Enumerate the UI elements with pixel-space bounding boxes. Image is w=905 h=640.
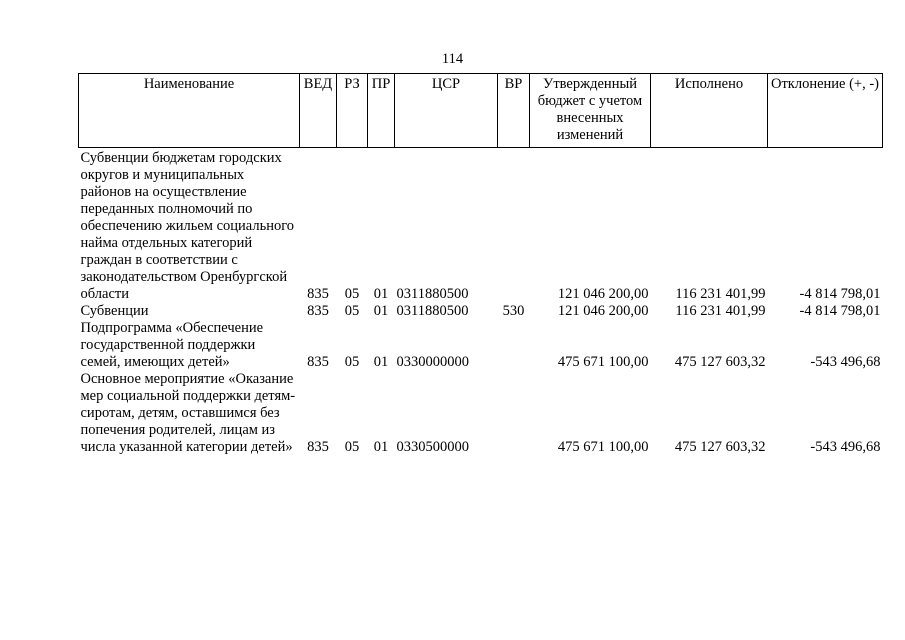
row-deviation: -4 814 798,01 (799, 303, 881, 319)
header-ved: ВЕД (300, 74, 337, 148)
header-deviation: Отклонение (+, -) (768, 74, 883, 148)
row-csr: 0330500000 (396, 439, 469, 455)
row-approved: 475 671 100,00 (557, 354, 649, 370)
row-csr: 0330000000 (396, 354, 469, 370)
header-row (79, 74, 883, 148)
header-vr: ВР (498, 74, 530, 148)
header-approved: Утвержденный бюджет с учетом внесенных изменений (530, 74, 651, 148)
row-rz: 05 (344, 439, 360, 455)
row-ved: 835 (307, 354, 329, 370)
header-rz: РЗ (337, 74, 368, 148)
table-row (79, 303, 883, 320)
row-pr: 01 (373, 303, 389, 319)
row-pr: 01 (373, 354, 389, 370)
row-deviation: -4 814 798,01 (799, 286, 881, 302)
table-row (79, 150, 883, 303)
row-executed: 475 127 603,32 (674, 439, 766, 455)
row-approved: 121 046 200,00 (557, 286, 649, 302)
page-number: 114 (441, 51, 464, 67)
row-approved: 121 046 200,00 (557, 303, 649, 319)
row-executed: 116 231 401,99 (675, 286, 766, 302)
row-name: Субвенции (80, 303, 149, 319)
row-vr (498, 150, 530, 303)
row-name: Подпрограмма «Обеспечение государственной поддержки семей, имеющих детей» (80, 320, 264, 370)
row-csr: 0311880500 (396, 303, 469, 319)
table-row (79, 320, 883, 371)
row-vr: 530 (502, 303, 525, 319)
row-vr (498, 371, 530, 456)
row-executed: 475 127 603,32 (674, 354, 766, 370)
row-deviation: -543 496,68 (810, 439, 881, 455)
header-name: Наименование (79, 74, 300, 148)
row-ved: 835 (307, 439, 329, 455)
row-name: Основное мероприятие «Оказание мер социальной поддержки детям-сиротам, детям, оставшимся без попечения родителей, лицам из числа указанной категории детей» (80, 371, 296, 455)
row-deviation: -543 496,68 (810, 354, 881, 370)
row-rz: 05 (344, 286, 360, 302)
header-pr: ПР (368, 74, 395, 148)
header-executed: Исполнено (651, 74, 768, 148)
row-vr (498, 320, 530, 371)
row-pr: 01 (373, 286, 389, 302)
row-executed: 116 231 401,99 (675, 303, 766, 319)
header-csr: ЦСР (395, 74, 498, 148)
row-ved: 835 (307, 303, 329, 319)
budget-table (78, 73, 883, 456)
row-name: Субвенции бюджетам городских округов и муниципальных районов на осуществление переданных полномочий по обеспечению жильем социального найма отдельных категорий граждан в соответствии с законодательством Оренбургской области (80, 150, 295, 302)
row-approved: 475 671 100,00 (557, 439, 649, 455)
row-ved: 835 (307, 286, 329, 302)
table-row (79, 371, 883, 456)
row-rz: 05 (344, 354, 360, 370)
row-pr: 01 (373, 439, 389, 455)
row-rz: 05 (344, 303, 360, 319)
row-csr: 0311880500 (396, 286, 469, 302)
